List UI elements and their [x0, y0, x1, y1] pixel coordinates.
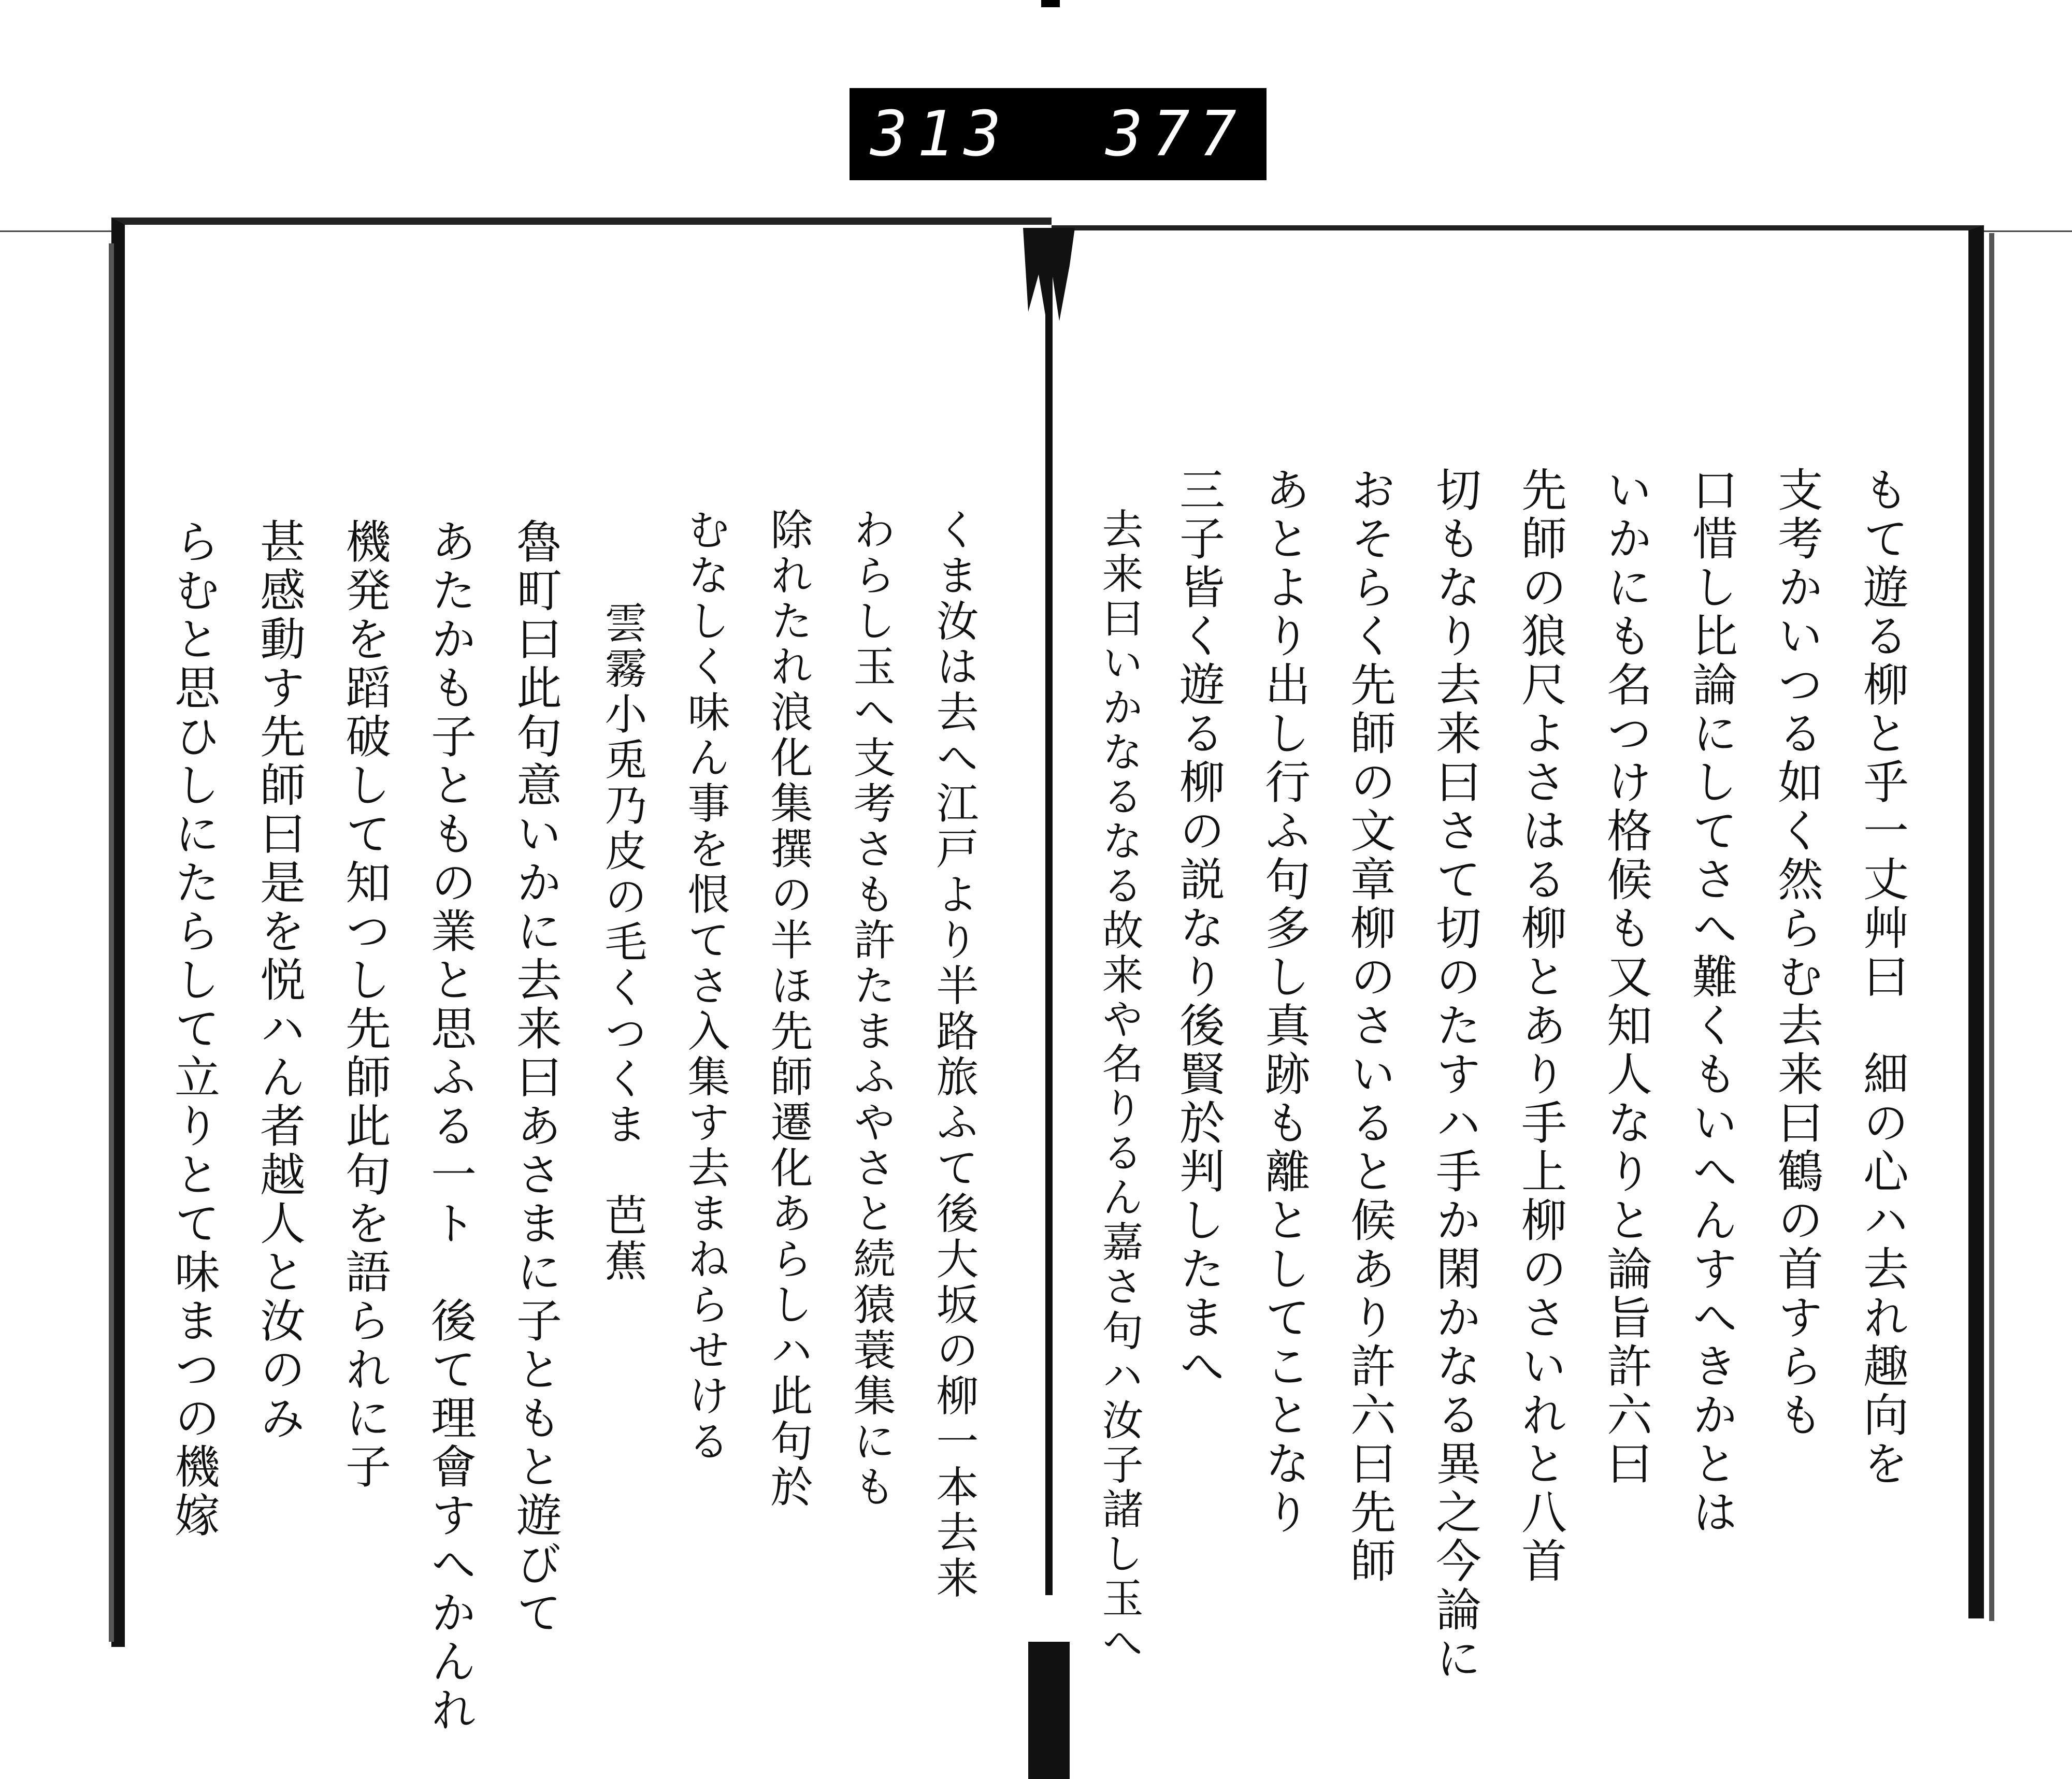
left-page-column-4: むなしく味ん事を恨てさ入集す去まねらせける [681, 508, 730, 1465]
right-page-column-7: おそらく先師の文章柳のさいると候あり許六曰先師 [1343, 466, 1397, 1586]
left-page-column-7: あたかも子ともの業と思ふる一ト 後て理會すへかんれ [424, 518, 477, 1735]
right-page-column-2: 支考かいつる如く然らむ去来曰鶴の首すらも [1771, 466, 1824, 1440]
book-gutter [1045, 228, 1053, 1595]
id-right-number: 377 [1105, 98, 1246, 170]
right-page-column-9: 三子皆く遊る柳の説なり後賢於判したまへ [1172, 466, 1226, 1391]
left-page-edge [109, 243, 114, 1642]
left-page-column-1: くま汝は去へ江戸より半路旅ふて後大坂の柳一本去来 [929, 508, 979, 1601]
right-page-column-1: もて遊る柳と乎一丈艸曰 細の心ハ去れ趣向を [1856, 466, 1909, 1488]
right-page-column-5: 先師の狼尺よさはる柳とあり手上柳のさいれと八首 [1514, 466, 1567, 1586]
catalog-id-tag [850, 88, 1267, 180]
spine-bottom-strip [1028, 1642, 1070, 1779]
left-page-column-9: 甚感動す先師曰是を悦ハん者越人と汝のみ [253, 518, 306, 1443]
left-page-column-3: 除れたれ浪化集撰の半ほ先師遷化あらしハ此句於 [764, 508, 813, 1510]
top-edge-marker [1041, 0, 1060, 7]
left-page-column-10: らむと思ひしにたらして立りとて味まつの機嫁 [167, 518, 221, 1540]
left-page-haiku-column: 雲霧小兎乃皮の毛くつくま 芭蕉 [598, 601, 647, 1284]
right-page-column-10: 去来曰いかなるなる故来や名りるん嘉さ句ハ汝子諸し玉へ [1095, 508, 1143, 1666]
left-page-column-8: 機発を蹈破して知つし先師此句を語られに子 [338, 518, 392, 1492]
right-page-column-8: あとより出し行ふ句多し真跡も離としてことなり [1258, 466, 1311, 1537]
right-page-column-3: 口惜し比論にしてさへ難くもいへんすへきかとは [1685, 466, 1738, 1537]
left-page-column-6: 魯町曰此句意いかに去来曰あさまに子ともと遊びて [509, 518, 563, 1638]
id-left-number: 313 [870, 98, 1011, 170]
right-page-column-4: いかにも名つけ格候も又知人なりと論旨許六曰 [1600, 466, 1653, 1488]
right-page-edge [1989, 233, 1994, 1621]
left-page-column-2: わらし玉へ支考さも許たまふやさと続猿蓑集にも [846, 508, 896, 1510]
right-page-column-6: 切もなり去来曰さて切のたすハ手か閑かなる異之今論に [1429, 466, 1482, 1683]
